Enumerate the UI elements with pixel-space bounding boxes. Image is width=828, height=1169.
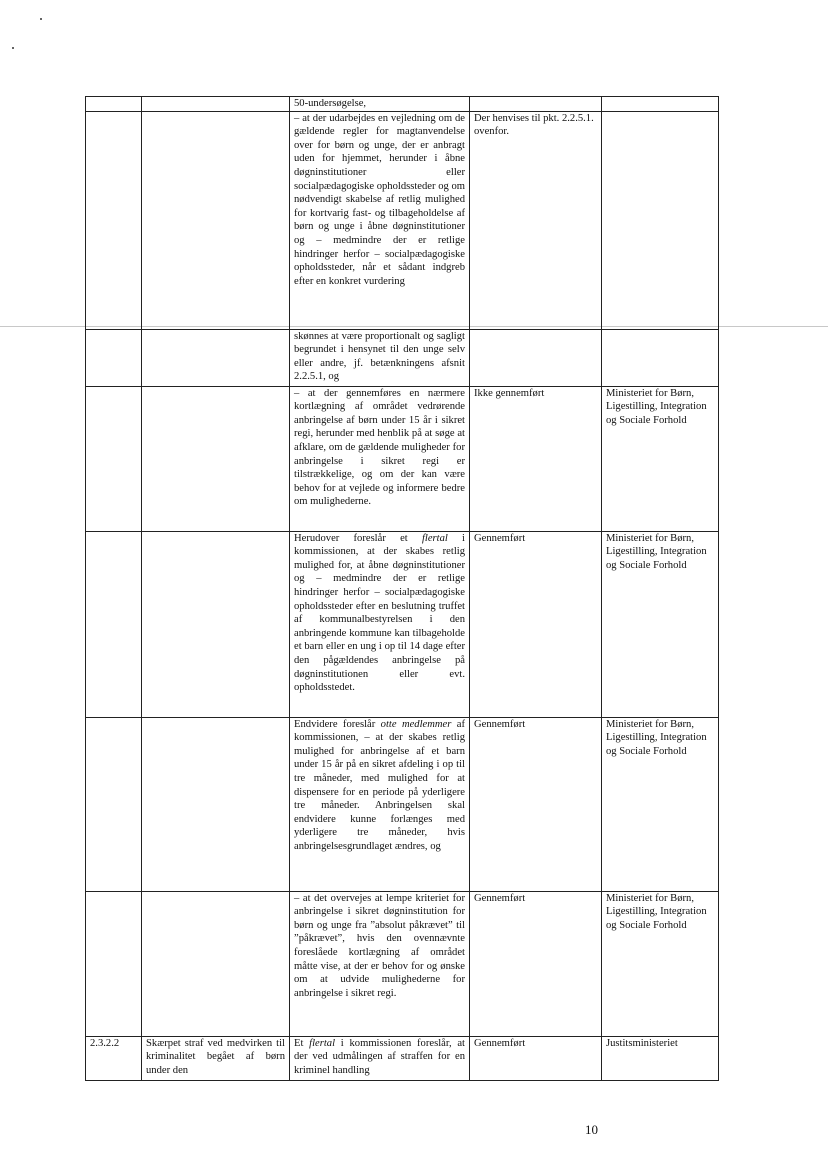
recommendation-text: Herudover foreslår et <box>294 532 422 544</box>
topic-cell <box>142 717 290 891</box>
table-row <box>86 1036 719 1080</box>
topic-cell <box>142 891 290 1036</box>
section-number-cell <box>86 111 142 329</box>
recommendation-text: Et <box>294 1037 310 1049</box>
recommendation-cell: skønnes at være proportionalt og sagligt begrundet i hensynet til den unge selv eller andre, jf. betænkningens afsnit 2.2.5.1, og <box>290 329 470 386</box>
recommendation-cell: – at der gennemføres en nærmere kortlægning af området vedrørende anbringelse af børn under 15 år i sikret regi, herunder med henblik på at søge at afklare, om de gældende muligheder for anbringelse i sikret regi er tilstrækkelige, og om der kan være behov for at vejlede og informere bedre om mulighederne. <box>290 386 470 531</box>
recommendation-text: i kommissionen, at der skabes retlig mulighed for, at åbne døgninstitutioner og – medmindre der er retlige hindringer herfor – socialpædagogiske opholdssteder efter en beslutning truffet af kommunalbestyrelsen i den anbringende kommune kan tilbageholde et barn eller en ung i op til 14 dage efter den pågældendes anbringelse på døgninstitutionen eller evt. opholdsstedet. <box>294 532 465 694</box>
table-row <box>86 329 719 386</box>
scan-speck <box>40 18 42 20</box>
ministry-cell <box>602 111 719 329</box>
status-cell <box>470 97 602 112</box>
table-row <box>86 386 719 531</box>
topic-cell <box>142 386 290 531</box>
recommendations-table <box>85 96 719 1081</box>
recommendation-cell: 50-undersøgelse, <box>290 97 470 112</box>
ministry-cell: Ministeriet for Børn, Ligestilling, Integration og Sociale Forhold <box>602 386 719 531</box>
section-number-cell <box>86 386 142 531</box>
status-cell: Gennemført <box>470 717 602 891</box>
ministry-cell <box>602 97 719 112</box>
section-number-cell <box>86 891 142 1036</box>
recommendation-text: af kommissionen, – at der skabes retlig mulighed for anbringelse af et barn under 15 år på en sikret afdeling i op til tre måneder, med mulighed for at dispensere for en periode på yderligere tre måneder. Anbringelsen skal endvidere kunne forlænges med yderligere tre måneder, hvis anbringelsesgrundlaget ændres, og <box>294 718 465 852</box>
status-cell: Gennemført <box>470 531 602 717</box>
topic-cell <box>142 111 290 329</box>
status-cell: Gennemført <box>470 891 602 1036</box>
section-number-cell: 2.3.2.2 <box>86 1036 142 1080</box>
topic-cell <box>142 97 290 112</box>
recommendation-emphasis: flertal <box>421 532 448 544</box>
topic-cell <box>142 329 290 386</box>
recommendation-emphasis: flertal <box>309 1037 336 1049</box>
recommendation-cell <box>290 1036 470 1080</box>
scan-speck <box>12 47 14 49</box>
page-number: 10 <box>585 1122 598 1137</box>
ministry-cell: Ministeriet for Børn, Ligestilling, Integration og Sociale Forhold <box>602 717 719 891</box>
recommendation-cell: – at der udarbejdes en vejledning om de gældende regler for magtanvendelse over for børn og unge, der er anbragt uden for hjemmet, herunder i åbne døgninstitutioner eller socialpædagogiske opholdssteder og om nødvendigt skabelse af retlig mulighed for kortvarig fast- og tilbageholdelse af børn og unge i åbne døgninstitutioner og – medmindre der er retlige hindringer herfor – socialpædagogiske opholdssteder, når et sådant indgreb efter en konkret vurdering <box>290 111 470 329</box>
table-row <box>86 717 719 891</box>
ministry-cell: Ministeriet for Børn, Ligestilling, Integration og Sociale Forhold <box>602 891 719 1036</box>
section-number-cell <box>86 531 142 717</box>
recommendation-text: i kommissionen foreslår, at der ved udmålingen af straffen for en kriminel handling <box>294 1037 465 1076</box>
table-row <box>86 97 719 112</box>
table-row <box>86 891 719 1036</box>
status-cell: Ikke gennemført <box>470 386 602 531</box>
status-cell <box>470 329 602 386</box>
section-number-cell <box>86 97 142 112</box>
ministry-cell: Ministeriet for Børn, Ligestilling, Integration og Sociale Forhold <box>602 531 719 717</box>
status-cell: Der henvises til pkt. 2.2.5.1. ovenfor. <box>470 111 602 329</box>
ministry-cell <box>602 329 719 386</box>
recommendation-cell <box>290 531 470 717</box>
table-row <box>86 531 719 717</box>
topic-cell: Skærpet straf ved medvirken til kriminalitet begået af børn under den <box>142 1036 290 1080</box>
table-row <box>86 111 719 329</box>
status-cell: Gennemført <box>470 1036 602 1080</box>
recommendation-cell: – at det overvejes at lempe kriteriet for anbringelse i sikret døgninstitution for børn og unge fra ”absolut påkrævet” til ”påkrævet”, hvis den ovennævnte foreslåede kortlægning af området måtte vise, at der er behov for og ønske om at udvide mulighederne for anbringelse i sikret regi. <box>290 891 470 1036</box>
topic-cell <box>142 531 290 717</box>
recommendation-text: Endvidere foreslår <box>294 718 381 730</box>
ministry-cell: Justitsministeriet <box>602 1036 719 1080</box>
section-number-cell <box>86 329 142 386</box>
section-number-cell <box>86 717 142 891</box>
recommendation-emphasis: otte medlemmer <box>380 718 452 730</box>
recommendation-cell <box>290 717 470 891</box>
